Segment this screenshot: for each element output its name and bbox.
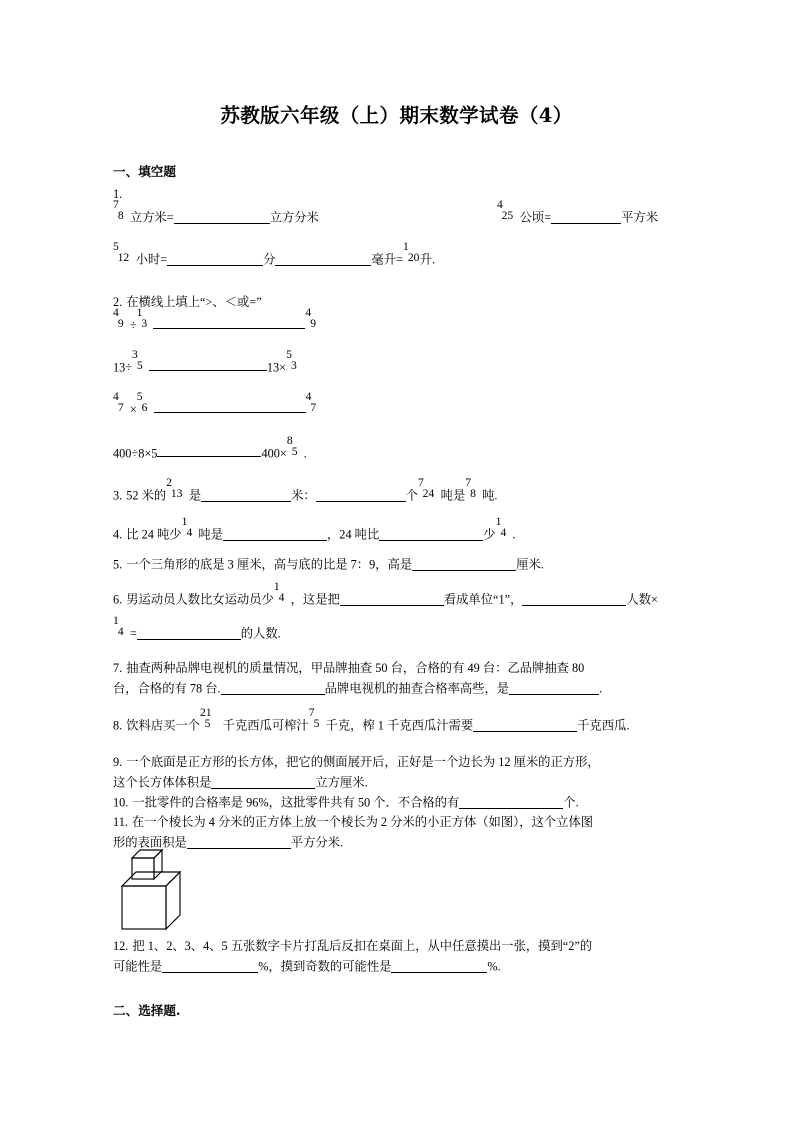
- operator-divide: ÷: [129, 318, 137, 333]
- fraction-2-13: 2 13: [166, 476, 183, 500]
- question-1-line-2: [113, 240, 683, 267]
- question-10: [113, 796, 683, 809]
- q7-line1: 抽查两种品牌电视机的质量情况，甲品牌抽查 50 台，合格的有 49 台：乙品牌抽查 80: [126, 661, 585, 675]
- integer-13: 13: [113, 360, 126, 375]
- question-2-number: 2.: [113, 295, 123, 309]
- question-3-number: 3.: [113, 488, 123, 503]
- q4-t1: 比 24 吨少: [126, 527, 182, 542]
- answer-blank[interactable]: [509, 682, 599, 695]
- comparison-blank[interactable]: [149, 370, 267, 371]
- q6-t5: =: [129, 626, 137, 641]
- operator-multiply: ×: [129, 402, 137, 417]
- question-1-line-1b: [497, 198, 697, 225]
- question-3: [113, 476, 683, 503]
- question-12-line-1: [113, 940, 683, 952]
- question-12-line-2: [113, 960, 683, 973]
- q12-line2-a: 可能性是: [113, 959, 163, 974]
- operator-multiply: ×: [279, 360, 287, 375]
- fraction-7-8: 7 8: [465, 476, 476, 500]
- question-2-prompt: [113, 296, 683, 308]
- expression-left: 400÷8×5: [113, 446, 158, 461]
- q4-t3: ，24 吨比: [327, 527, 380, 542]
- fraction-21-5: 21 5: [200, 706, 212, 730]
- q4-t5: .: [512, 527, 516, 542]
- q11-line1: 在一个棱长为 4 分米的正方体上放一个棱长为 2 分米的小正方体（如图），这个立体图: [131, 815, 594, 829]
- question-7-number: 7.: [113, 661, 123, 675]
- question-2-row-3: [113, 390, 683, 417]
- q11-line2-a: 形的表面积是: [113, 835, 187, 850]
- question-8: [113, 706, 683, 733]
- comparison-blank[interactable]: [154, 412, 306, 413]
- answer-blank[interactable]: [187, 836, 291, 849]
- fraction-1-20: 1 20: [402, 240, 420, 264]
- q6-t4: 人数×: [626, 592, 658, 607]
- question-2-row-2: [113, 348, 683, 375]
- answer-blank[interactable]: [201, 489, 291, 502]
- q1-unit-to-1: 立方分米: [269, 210, 319, 225]
- answer-blank[interactable]: [473, 719, 577, 732]
- section-header-fill-in-blank: 一、填空题: [113, 164, 176, 179]
- q9-line2-a: 这个长方体体积是: [113, 775, 212, 790]
- fraction-7-8: 7 8: [113, 198, 124, 222]
- question-7-line-2: [113, 682, 683, 695]
- question-9-number: 9.: [113, 755, 123, 769]
- fraction-5-12: 5 12: [113, 240, 130, 264]
- question-6-number: 6.: [113, 592, 123, 607]
- q7-line2-c: .: [599, 681, 603, 696]
- answer-blank[interactable]: [412, 558, 516, 571]
- q3-t3: 米：: [291, 488, 316, 503]
- comparison-blank[interactable]: [157, 456, 261, 457]
- q9-line2-b: 立方厘米.: [315, 775, 368, 790]
- period: .: [303, 446, 307, 461]
- fraction-1-4: 1 4: [495, 515, 507, 539]
- answer-blank[interactable]: [211, 776, 315, 789]
- question-6-line-2: [113, 614, 683, 641]
- q1-text-ml: 毫升=: [371, 252, 403, 267]
- answer-blank[interactable]: [167, 253, 263, 266]
- q7-line2-a: 台，合格的有 78 台.: [113, 681, 221, 696]
- q9-line1: 一个底面是正方形的长方体，把它的侧面展开后，正好是一个边长为 12 厘米的正方形，: [126, 755, 600, 769]
- q1-text-hours: 小时=: [135, 252, 168, 267]
- fraction-4-9: 4 9: [113, 306, 124, 330]
- fraction-5-6: 5 6: [136, 390, 148, 414]
- q1-text-liter: 升.: [419, 252, 436, 267]
- question-2-text: 在横线上填上“>、＜或=”: [126, 295, 262, 309]
- fraction-4-7: 4 7: [113, 390, 124, 414]
- question-9-line-1: [113, 756, 683, 768]
- q10-t2: 个.: [563, 795, 579, 810]
- question-12-number: 12.: [113, 939, 129, 953]
- q1-unit-from-1: 立方米=: [129, 210, 174, 225]
- q3-t6: 吨.: [482, 488, 498, 503]
- q5-t2: 厘米.: [516, 557, 544, 572]
- question-11-line-1: [113, 816, 683, 828]
- answer-blank[interactable]: [174, 211, 270, 224]
- q6-t1: 男运动员人数比女运动员少: [126, 592, 274, 607]
- q10-t1: 一批零件的合格率是 96%，这批零件共有 50 个．不合格的有: [132, 795, 460, 810]
- answer-blank[interactable]: [137, 627, 241, 640]
- q3-t1: 52 米的: [126, 488, 167, 503]
- question-4-number: 4.: [113, 527, 123, 542]
- answer-blank[interactable]: [551, 211, 621, 224]
- q7-line2-b: 品牌电视机的抽查合格率高些，是: [324, 681, 510, 696]
- fraction-1-4: 1 4: [113, 614, 124, 638]
- page-title: 苏教版六年级（上）期末数学试卷（4）: [220, 104, 573, 127]
- fraction-3-5: 3 5: [132, 348, 143, 372]
- q3-t4: 个: [405, 488, 419, 503]
- fraction-8-5: 8 5: [286, 434, 298, 458]
- fraction-5-3: 5 3: [286, 348, 297, 372]
- q1-unit-from-2: 公顷=: [519, 210, 552, 225]
- stacked-cubes-figure: [118, 848, 208, 934]
- answer-blank[interactable]: [223, 528, 327, 541]
- q1-unit-to-2: 平方米: [621, 210, 659, 225]
- fraction-4-7: 4 7: [305, 390, 317, 414]
- q11-line2-b: 平方分米.: [290, 835, 344, 850]
- q12-line2-b: %，摸到奇数的可能性是: [258, 959, 392, 974]
- q4-t2: 吨是: [198, 527, 223, 542]
- q6-t3: 看成单位“1”，: [443, 592, 523, 607]
- integer-13: 13: [266, 360, 280, 375]
- q6-t6: 的人数.: [240, 626, 281, 641]
- fraction-1-4: 1 4: [273, 580, 285, 604]
- answer-blank[interactable]: [162, 960, 258, 973]
- q8-t2: 千克西瓜可榨汁: [222, 718, 309, 733]
- question-2-row-4: [113, 434, 683, 461]
- fraction-1-4: 1 4: [181, 515, 193, 539]
- question-11-number: 11.: [113, 815, 128, 829]
- answer-blank[interactable]: [340, 593, 444, 606]
- answer-blank[interactable]: [221, 682, 325, 695]
- question-1-number: 1.: [113, 187, 123, 201]
- fraction-1-3: 1 3: [136, 306, 148, 330]
- comparison-blank[interactable]: [153, 328, 305, 329]
- question-7-line-1: [113, 662, 683, 674]
- question-9-line-2: [113, 776, 683, 789]
- question-2-row-1: [113, 306, 683, 333]
- question-10-number: 10.: [113, 795, 129, 810]
- fraction-7-24: 7 24: [418, 476, 435, 500]
- question-4: [113, 515, 683, 542]
- q8-t1: 饮料店买一个: [126, 718, 201, 733]
- question-6-line-1: [113, 580, 683, 607]
- cube-diagram-icon: [118, 848, 208, 934]
- answer-blank[interactable]: [275, 253, 371, 266]
- answer-blank[interactable]: [391, 960, 487, 973]
- q3-t5: 吨是: [440, 488, 466, 503]
- answer-blank[interactable]: [316, 489, 406, 502]
- fraction-4-9: 4 9: [305, 306, 317, 330]
- question-5-number: 5.: [113, 557, 123, 572]
- q8-t4: 千克西瓜.: [577, 718, 630, 733]
- fraction-7-5: 7 5: [308, 706, 320, 730]
- section-header-multiple-choice: 二、选择题.: [113, 1003, 181, 1018]
- operator-divide: ÷: [125, 360, 133, 375]
- expression-right: 400×: [261, 446, 287, 461]
- question-8-number: 8.: [113, 718, 123, 733]
- q8-t3: 千克，榨 1 千克西瓜汁需要: [325, 718, 474, 733]
- q12-line2-c: %.: [487, 959, 501, 974]
- fraction-4-25: 4 25: [497, 198, 514, 222]
- answer-blank[interactable]: [379, 528, 483, 541]
- question-5: [113, 558, 683, 571]
- q4-t4: 少: [483, 527, 496, 542]
- q1-text-minutes: 分: [263, 252, 276, 267]
- q3-t2: 是: [188, 488, 202, 503]
- answer-blank[interactable]: [459, 796, 563, 809]
- q6-t2: ，这是把: [290, 592, 340, 607]
- answer-blank[interactable]: [522, 593, 626, 606]
- q5-t1: 一个三角形的底是 3 厘米，高与底的比是 7：9，高是: [126, 557, 413, 572]
- q12-line1: 把 1、2、3、4、5 五张数字卡片打乱后反扣在桌面上，从中任意摸出一张，摸到“2”的: [132, 939, 593, 953]
